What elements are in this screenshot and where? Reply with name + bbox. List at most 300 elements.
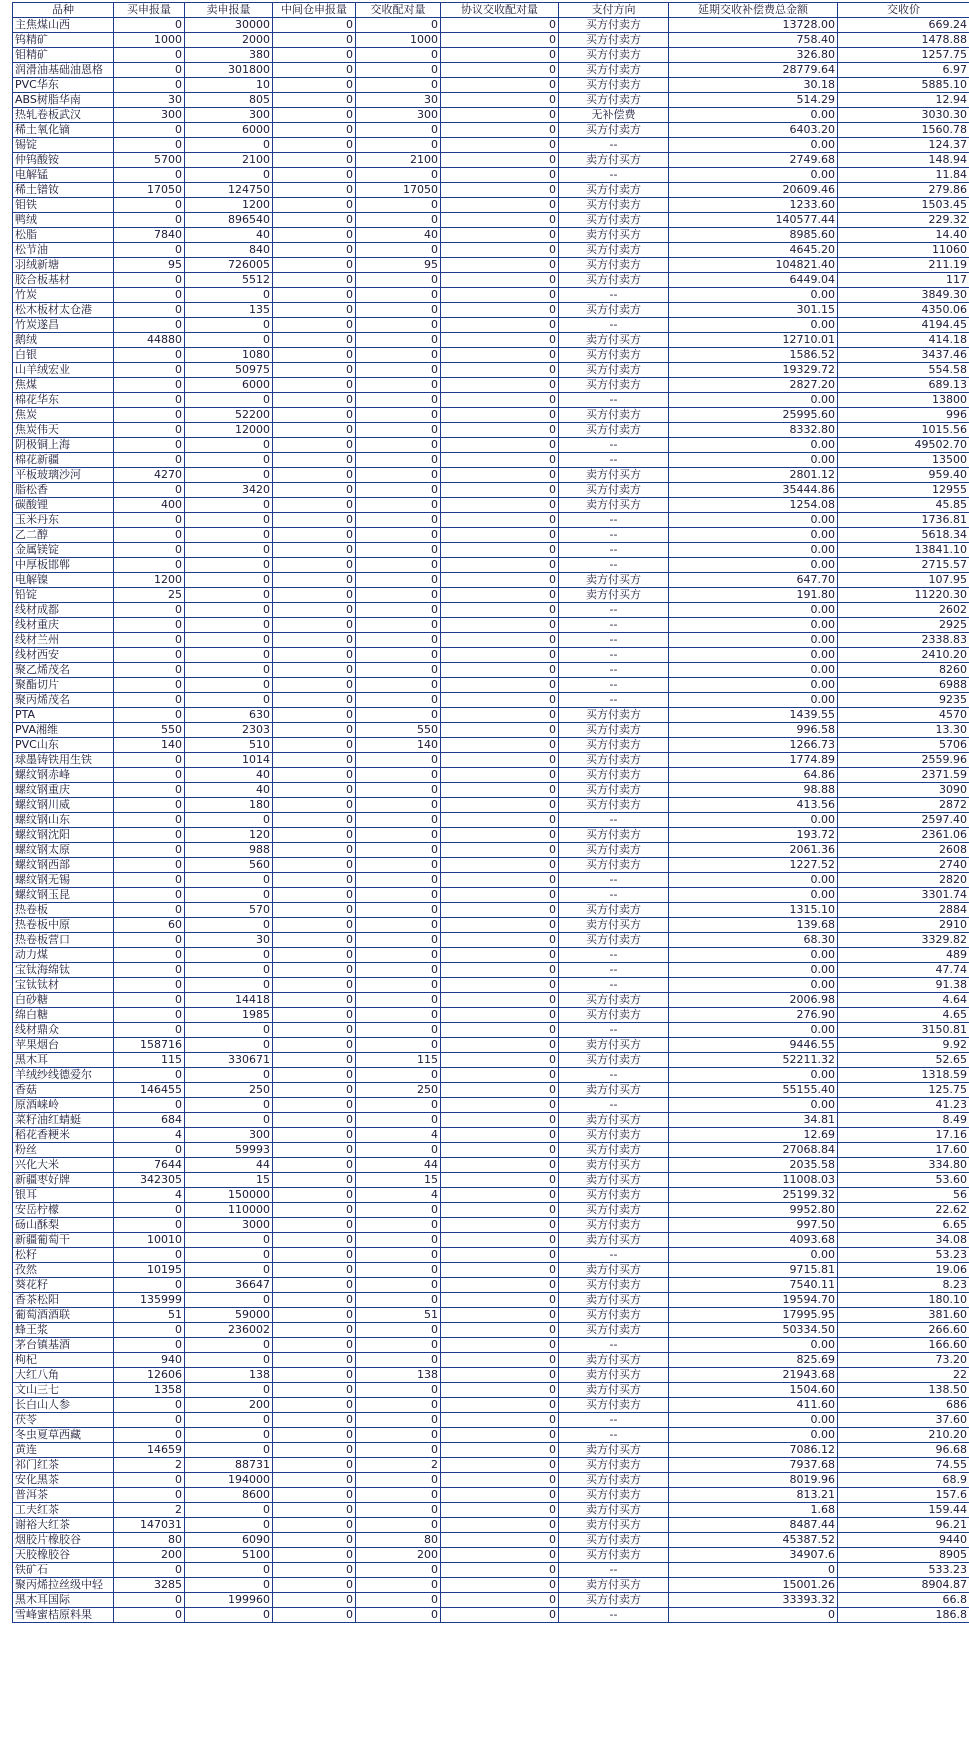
matched-qty: 0 [356, 18, 441, 33]
table-row [13, 483, 969, 498]
payment-direction: -- [559, 168, 669, 183]
matched-qty: 0 [356, 588, 441, 603]
agreement-matched-qty: 0 [441, 1203, 559, 1218]
agreement-matched-qty: 0 [441, 1323, 559, 1338]
delivery-price: 2872 [838, 798, 969, 813]
table-row [13, 678, 969, 693]
agreement-matched-qty: 0 [441, 1293, 559, 1308]
intermediate-qty: 0 [273, 333, 356, 348]
intermediate-qty: 0 [273, 213, 356, 228]
compensation-total: 98.88 [669, 783, 838, 798]
delivery-price: 14.40 [838, 228, 969, 243]
intermediate-qty: 0 [273, 633, 356, 648]
buy-qty: 0 [114, 1248, 185, 1263]
payment-direction: -- [559, 948, 669, 963]
compensation-total: 0.00 [669, 873, 838, 888]
sell-qty: 6000 [185, 378, 273, 393]
sell-qty: 1985 [185, 1008, 273, 1023]
compensation-total: 1254.08 [669, 498, 838, 513]
product-name: 螺纹钢赤峰 [13, 768, 114, 783]
product-name: 孜然 [13, 1263, 114, 1278]
compensation-total-header: 延期交收补偿费总金额 [669, 3, 838, 18]
matched-qty: 0 [356, 1428, 441, 1443]
sell-qty: 726005 [185, 258, 273, 273]
payment-direction: 买方付卖方 [559, 1593, 669, 1608]
agreement-matched-qty: 0 [441, 1083, 559, 1098]
matched-qty: 40 [356, 228, 441, 243]
matched-qty: 4 [356, 1188, 441, 1203]
compensation-total: 9952.80 [669, 1203, 838, 1218]
table-row [13, 1068, 969, 1083]
intermediate-qty: 0 [273, 228, 356, 243]
agreement-matched-qty: 0 [441, 273, 559, 288]
agreement-matched-qty: 0 [441, 243, 559, 258]
delivery-price: 2602 [838, 603, 969, 618]
compensation-total: 9715.81 [669, 1263, 838, 1278]
buy-qty: 0 [114, 873, 185, 888]
compensation-total: 7937.68 [669, 1458, 838, 1473]
table-row [13, 1593, 969, 1608]
intermediate-qty: 0 [273, 288, 356, 303]
matched-qty: 0 [356, 303, 441, 318]
intermediate-qty: 0 [273, 1368, 356, 1383]
delivery-price: 6988 [838, 678, 969, 693]
compensation-total: 2035.58 [669, 1158, 838, 1173]
payment-direction: -- [559, 813, 669, 828]
payment-direction: -- [559, 663, 669, 678]
matched-qty: 0 [356, 468, 441, 483]
matched-qty: 0 [356, 123, 441, 138]
intermediate-qty: 0 [273, 498, 356, 513]
product-name: 鹅绒 [13, 333, 114, 348]
compensation-total: 514.29 [669, 93, 838, 108]
compensation-total: 4645.20 [669, 243, 838, 258]
buy-qty: 25 [114, 588, 185, 603]
table-row [13, 1233, 969, 1248]
sell-qty: 6090 [185, 1533, 273, 1548]
table-row [13, 333, 969, 348]
delivery-price: 19.06 [838, 1263, 969, 1278]
compensation-total: 0.00 [669, 963, 838, 978]
sell-qty: 3000 [185, 1218, 273, 1233]
delivery-price: 91.38 [838, 978, 969, 993]
buy-qty: 10010 [114, 1233, 185, 1248]
table-row [13, 303, 969, 318]
buy-qty: 200 [114, 1548, 185, 1563]
buy-qty: 0 [114, 198, 185, 213]
payment-direction: 买方付卖方 [559, 1548, 669, 1563]
table-row [13, 933, 969, 948]
delivery-price: 959.40 [838, 468, 969, 483]
sell-qty: 40 [185, 783, 273, 798]
sell-qty: 988 [185, 843, 273, 858]
buy-qty: 0 [114, 288, 185, 303]
delivery-price: 381.60 [838, 1308, 969, 1323]
compensation-total: 11008.03 [669, 1173, 838, 1188]
sell-qty: 570 [185, 903, 273, 918]
matched-qty: 95 [356, 258, 441, 273]
matched-qty: 0 [356, 1233, 441, 1248]
compensation-total: 647.70 [669, 573, 838, 588]
product-name: 谢裕大红茶 [13, 1518, 114, 1533]
agreement-matched-qty: 0 [441, 198, 559, 213]
agreement-matched-qty: 0 [441, 678, 559, 693]
table-row [13, 1473, 969, 1488]
table-row [13, 1053, 969, 1068]
product-name: 黑木耳国际 [13, 1593, 114, 1608]
product-name: 砀山酥梨 [13, 1218, 114, 1233]
sell-qty: 0 [185, 1233, 273, 1248]
matched-qty: 0 [356, 618, 441, 633]
payment-direction: -- [559, 1068, 669, 1083]
agreement-matched-qty: 0 [441, 468, 559, 483]
delivery-price: 1318.59 [838, 1068, 969, 1083]
agreement-matched-qty: 0 [441, 648, 559, 663]
sell-qty: 0 [185, 1038, 273, 1053]
compensation-total: 7540.11 [669, 1278, 838, 1293]
agreement-matched-qty: 0 [441, 1308, 559, 1323]
table-row [13, 1533, 969, 1548]
agreement-matched-qty: 0 [441, 993, 559, 1008]
product-name: 焦炭伟天 [13, 423, 114, 438]
buy-qty: 7644 [114, 1158, 185, 1173]
agreement-matched-qty: 0 [441, 693, 559, 708]
matched-qty: 0 [356, 903, 441, 918]
sell-qty: 630 [185, 708, 273, 723]
compensation-total: 2827.20 [669, 378, 838, 393]
intermediate-qty: 0 [273, 1608, 356, 1623]
buy-qty: 0 [114, 663, 185, 678]
agreement-matched-qty: 0 [441, 1143, 559, 1158]
agreement-matched-qty: 0 [441, 633, 559, 648]
sell-qty: 0 [185, 528, 273, 543]
product-name: 钨精矿 [13, 33, 114, 48]
sell-qty: 0 [185, 678, 273, 693]
buy-qty: 1000 [114, 33, 185, 48]
compensation-total: 2061.36 [669, 843, 838, 858]
payment-direction: 买方付卖方 [559, 798, 669, 813]
compensation-total: 27068.84 [669, 1143, 838, 1158]
product-name: 黑木耳 [13, 1053, 114, 1068]
delivery-price: 34.08 [838, 1233, 969, 1248]
matched-qty: 0 [356, 873, 441, 888]
sell-qty: 6000 [185, 123, 273, 138]
payment-direction: 买方付卖方 [559, 273, 669, 288]
product-name: 香茶松阳 [13, 1293, 114, 1308]
buy-qty: 135999 [114, 1293, 185, 1308]
sell-qty: 0 [185, 543, 273, 558]
sell-qty: 0 [185, 1383, 273, 1398]
compensation-total: 25995.60 [669, 408, 838, 423]
product-name: 聚丙烯茂名 [13, 693, 114, 708]
matched-qty: 0 [356, 558, 441, 573]
sell-qty: 15 [185, 1173, 273, 1188]
agreement-matched-qty: 0 [441, 303, 559, 318]
intermediate-qty: 0 [273, 573, 356, 588]
compensation-total: 0.00 [669, 453, 838, 468]
matched-qty: 0 [356, 708, 441, 723]
compensation-total: 0.00 [669, 1098, 838, 1113]
sell-qty: 250 [185, 1083, 273, 1098]
compensation-total: 17995.95 [669, 1308, 838, 1323]
compensation-total: 1586.52 [669, 348, 838, 363]
intermediate-qty: 0 [273, 513, 356, 528]
intermediate-qty: 0 [273, 1353, 356, 1368]
sell-qty: 0 [185, 468, 273, 483]
delivery-price: 148.94 [838, 153, 969, 168]
compensation-total: 0.00 [669, 1338, 838, 1353]
intermediate-qty: 0 [273, 1233, 356, 1248]
compensation-total: 2801.12 [669, 468, 838, 483]
sell-qty: 0 [185, 1263, 273, 1278]
product-name: 线材重庆 [13, 618, 114, 633]
agreement-matched-qty: 0 [441, 828, 559, 843]
agreement-matched-qty: 0 [441, 528, 559, 543]
agreement-matched-qty: 0 [441, 393, 559, 408]
agreement-matched-qty: 0 [441, 558, 559, 573]
product-name: 普洱茶 [13, 1488, 114, 1503]
sell-qty: 52200 [185, 408, 273, 423]
delivery-price: 124.37 [838, 138, 969, 153]
compensation-total: 6449.04 [669, 273, 838, 288]
product-name: 茯苓 [13, 1413, 114, 1428]
delivery-price: 9.92 [838, 1038, 969, 1053]
payment-direction: 买方付卖方 [559, 738, 669, 753]
table-row [13, 108, 969, 123]
delivery-price-header: 交收价 [838, 3, 969, 18]
table-row [13, 1143, 969, 1158]
payment-direction: 买方付卖方 [559, 1128, 669, 1143]
compensation-total: 276.90 [669, 1008, 838, 1023]
sell-qty: 1200 [185, 198, 273, 213]
matched-qty: 0 [356, 513, 441, 528]
delivery-price: 74.55 [838, 1458, 969, 1473]
agreement-matched-qty: 0 [441, 1488, 559, 1503]
delivery-price: 2597.40 [838, 813, 969, 828]
product-name: 稻花香粳米 [13, 1128, 114, 1143]
agreement-matched-qty: 0 [441, 153, 559, 168]
payment-direction: -- [559, 963, 669, 978]
matched-qty: 0 [356, 1578, 441, 1593]
matched-qty: 0 [356, 918, 441, 933]
payment-direction: 卖方付买方 [559, 153, 669, 168]
buy-qty: 0 [114, 1008, 185, 1023]
product-name: ABS树脂华南 [13, 93, 114, 108]
product-name: 黄连 [13, 1443, 114, 1458]
product-name: 热轧卷板武汉 [13, 108, 114, 123]
compensation-total: 4093.68 [669, 1233, 838, 1248]
matched-qty: 0 [356, 363, 441, 378]
intermediate-qty: 0 [273, 1203, 356, 1218]
compensation-total: 0 [669, 1563, 838, 1578]
compensation-total: 0.00 [669, 543, 838, 558]
intermediate-qty: 0 [273, 18, 356, 33]
payment-direction: 买方付卖方 [559, 1458, 669, 1473]
payment-direction: -- [559, 1428, 669, 1443]
table-row [13, 1413, 969, 1428]
payment-direction: -- [559, 1023, 669, 1038]
agreement-matched-qty: 0 [441, 228, 559, 243]
table-row [13, 843, 969, 858]
intermediate-qty: 0 [273, 753, 356, 768]
compensation-total: 68.30 [669, 933, 838, 948]
delivery-price: 229.32 [838, 213, 969, 228]
intermediate-qty: 0 [273, 1308, 356, 1323]
sell-qty: 36647 [185, 1278, 273, 1293]
sell-qty: 0 [185, 873, 273, 888]
compensation-total: 34.81 [669, 1113, 838, 1128]
product-name: 脂松香 [13, 483, 114, 498]
product-name: 天胶橡胶谷 [13, 1548, 114, 1563]
buy-qty: 80 [114, 1533, 185, 1548]
delivery-price: 4.64 [838, 993, 969, 1008]
table-row [13, 633, 969, 648]
delivery-price: 11220.30 [838, 588, 969, 603]
table-row [13, 1083, 969, 1098]
compensation-total: 0.00 [669, 438, 838, 453]
agreement-matched-qty: 0 [441, 168, 559, 183]
payment-direction: 买方付卖方 [559, 1488, 669, 1503]
compensation-total: 1266.73 [669, 738, 838, 753]
table-row [13, 168, 969, 183]
table-row [13, 453, 969, 468]
compensation-total: 30.18 [669, 78, 838, 93]
compensation-total: 55155.40 [669, 1083, 838, 1098]
buy-qty: 0 [114, 903, 185, 918]
intermediate-qty: 0 [273, 468, 356, 483]
table-row [13, 183, 969, 198]
buy-qty: 0 [114, 558, 185, 573]
buy-qty: 0 [114, 948, 185, 963]
agreement-matched-qty: 0 [441, 753, 559, 768]
matched-qty: 17050 [356, 183, 441, 198]
agreement-matched-qty: 0 [441, 333, 559, 348]
intermediate-qty: 0 [273, 1383, 356, 1398]
matched-qty: 15 [356, 1173, 441, 1188]
delivery-price: 3150.81 [838, 1023, 969, 1038]
table-row [13, 1203, 969, 1218]
table-row [13, 528, 969, 543]
buy-qty: 12606 [114, 1368, 185, 1383]
product-name: 文山三七 [13, 1383, 114, 1398]
agreement-matched-qty: 0 [441, 93, 559, 108]
payment-direction: 卖方付买方 [559, 1173, 669, 1188]
product-name: 白银 [13, 348, 114, 363]
product-name: 松木板材太仓港 [13, 303, 114, 318]
table-row [13, 723, 969, 738]
buy-qty: 0 [114, 213, 185, 228]
product-name: 焦炭 [13, 408, 114, 423]
sell-qty: 0 [185, 603, 273, 618]
buy-qty: 0 [114, 378, 185, 393]
delivery-price: 3329.82 [838, 933, 969, 948]
table-row [13, 513, 969, 528]
matched-qty: 0 [356, 678, 441, 693]
matched-qty: 0 [356, 1443, 441, 1458]
buy-qty: 0 [114, 1143, 185, 1158]
compensation-total: 104821.40 [669, 258, 838, 273]
delivery-price: 96.68 [838, 1443, 969, 1458]
buy-qty: 0 [114, 543, 185, 558]
matched-qty: 2100 [356, 153, 441, 168]
product-name: 新疆枣好牌 [13, 1173, 114, 1188]
product-name: 电解锰 [13, 168, 114, 183]
buy-qty: 0 [114, 123, 185, 138]
payment-direction: 买方付卖方 [559, 33, 669, 48]
buy-qty: 0 [114, 1278, 185, 1293]
delivery-price: 12955 [838, 483, 969, 498]
payment-direction: -- [559, 693, 669, 708]
payment-direction: -- [559, 618, 669, 633]
buy-qty: 0 [114, 138, 185, 153]
table-row [13, 603, 969, 618]
sell-qty: 0 [185, 648, 273, 663]
intermediate-qty: 0 [273, 108, 356, 123]
intermediate-qty: 0 [273, 993, 356, 1008]
buy-qty: 0 [114, 393, 185, 408]
matched-qty: 0 [356, 693, 441, 708]
sell-qty: 840 [185, 243, 273, 258]
delivery-price: 13.30 [838, 723, 969, 738]
product-name: 乙二醇 [13, 528, 114, 543]
compensation-total: 413.56 [669, 798, 838, 813]
table-row [13, 1488, 969, 1503]
product-name: 宝钛海绵钛 [13, 963, 114, 978]
intermediate-qty: 0 [273, 393, 356, 408]
compensation-total: 25199.32 [669, 1188, 838, 1203]
matched-qty: 0 [356, 1353, 441, 1368]
intermediate-qty: 0 [273, 1083, 356, 1098]
sell-qty: 300 [185, 1128, 273, 1143]
payment-direction: 买方付卖方 [559, 843, 669, 858]
matched-qty: 0 [356, 663, 441, 678]
table-row [13, 648, 969, 663]
intermediate-qty: 0 [273, 678, 356, 693]
product-name: 螺纹钢太原 [13, 843, 114, 858]
delivery-price: 41.23 [838, 1098, 969, 1113]
payment-direction: 买方付卖方 [559, 783, 669, 798]
compensation-total: 997.50 [669, 1218, 838, 1233]
payment-direction: 卖方付买方 [559, 573, 669, 588]
table-row [13, 798, 969, 813]
matched-qty: 0 [356, 1098, 441, 1113]
delivery-price: 1257.75 [838, 48, 969, 63]
intermediate-qty: 0 [273, 153, 356, 168]
product-name: 稀土镨钕 [13, 183, 114, 198]
buy-qty: 0 [114, 48, 185, 63]
buy-qty-header: 买申报量 [114, 3, 185, 18]
matched-qty: 0 [356, 798, 441, 813]
intermediate-qty: 0 [273, 1518, 356, 1533]
sell-qty: 0 [185, 1248, 273, 1263]
compensation-total: 8985.60 [669, 228, 838, 243]
sell-qty: 59993 [185, 1143, 273, 1158]
delivery-price: 2820 [838, 873, 969, 888]
buy-qty: 0 [114, 1338, 185, 1353]
compensation-total: 20609.46 [669, 183, 838, 198]
intermediate-qty: 0 [273, 438, 356, 453]
table-row [13, 948, 969, 963]
agreement-matched-qty: 0 [441, 1548, 559, 1563]
matched-qty: 0 [356, 1068, 441, 1083]
payment-direction: 买方付卖方 [559, 993, 669, 1008]
intermediate-qty: 0 [273, 1008, 356, 1023]
agreement-matched-qty: 0 [441, 1593, 559, 1608]
table-row [13, 1293, 969, 1308]
compensation-total: 825.69 [669, 1353, 838, 1368]
sell-qty: 0 [185, 1428, 273, 1443]
buy-qty: 0 [114, 1413, 185, 1428]
